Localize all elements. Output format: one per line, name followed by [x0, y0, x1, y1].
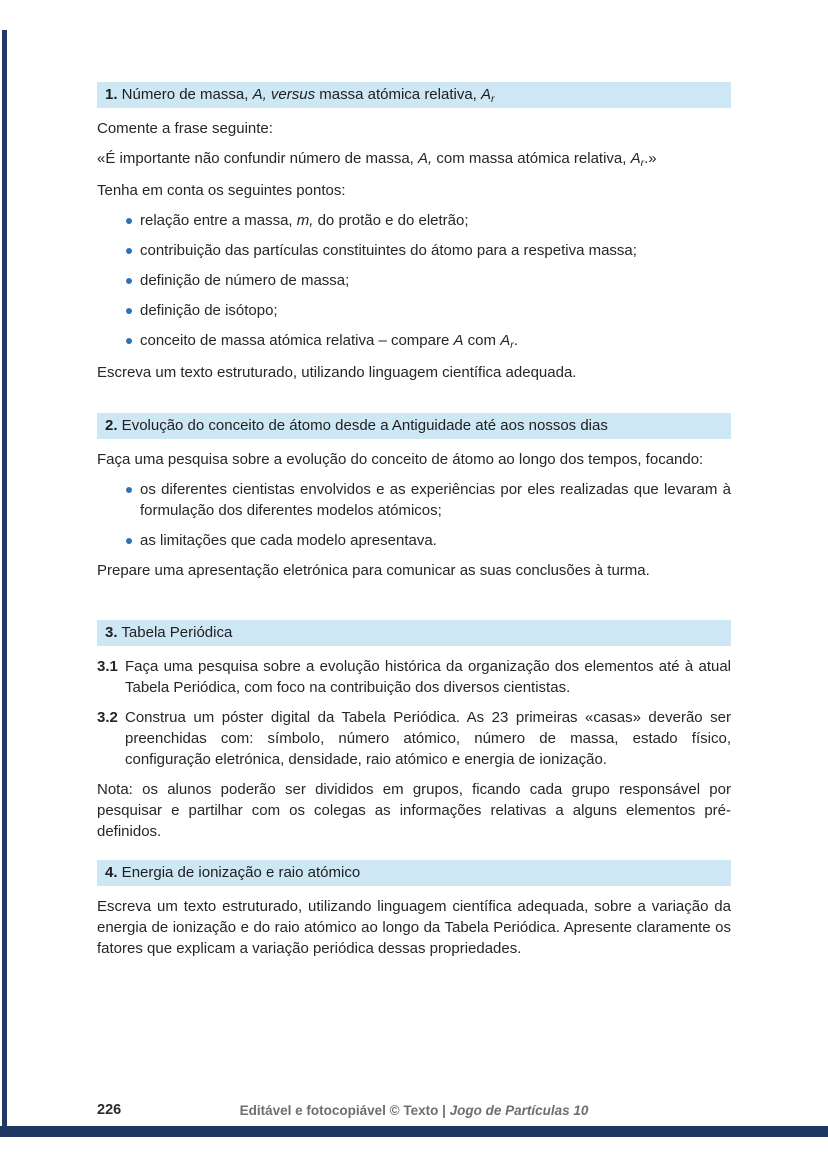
section-number: 1. — [105, 86, 118, 103]
s1-bullet-2: contribuição das partículas constituintes do átomo para a respetiva massa; — [97, 240, 731, 261]
s2-bullet-1: os diferentes cientistas envolvidos e as experiências por eles realizadas que levaram à formulação dos diferentes modelos atómicos; — [97, 479, 731, 521]
s1-closing: Escreva um texto estruturado, utilizando linguagem científica adequada. — [97, 364, 577, 381]
page-left-rule — [2, 30, 7, 1137]
s3-note: Nota: os alunos poderão ser divididos em grupos, ficando cada grupo responsável por pesquisar e partilhar com os colegas as informações relativas a alguns elementos pré-definidos. — [97, 781, 731, 840]
s1-bullet-3: definição de número de massa; — [97, 270, 731, 291]
s4-paragraph: Escreva um texto estruturado, utilizando linguagem científica adequada, sobre a variação da energia de ionização e do raio atómico ao longo da Tabela Periódica. Apresente claramente os fatores que explicam a variação periódica dessas propriedades. — [97, 898, 731, 957]
s1-bullet-4: definição de isótopo; — [97, 300, 731, 321]
s1-quote: «É importante não confundir número de massa, A, com massa atómica relativa, $A_r$.» — [97, 150, 657, 169]
section-3 — [97, 620, 731, 851]
section-4 — [97, 860, 731, 968]
book-title: Jogo de Partículas 10 — [449, 1103, 589, 1118]
page-footer — [0, 1100, 828, 1121]
s1-bullet-list — [97, 210, 731, 353]
section-1-header: 1. Número de massa, A, versus massa atómica relativa, $A_r$ — [97, 82, 731, 108]
s2-intro: Faça uma pesquisa sobre a evolução do conceito de átomo ao longo dos tempos, focando: — [97, 451, 704, 468]
section-number: 3. — [105, 624, 118, 641]
s2-bullet-list — [97, 479, 731, 551]
s1-intro: Comente a frase seguinte: — [97, 120, 273, 137]
section-3-header: 3. Tabela Periódica — [97, 620, 731, 646]
section-1 — [97, 82, 731, 392]
page-bottom-rule — [0, 1126, 828, 1137]
s1-bullet-5: conceito de massa atómica relativa – compare A com $A_r$. — [97, 330, 731, 353]
s3-item-3-2: 3.2 Construa um póster digital da Tabela Periódica. As 23 primeiras «casas» deverão ser preenchidas com: símbolo, número atómico, número de massa, estado físico, configuração eletrónica, densidade, raio atómico e energia de ionização. — [97, 709, 731, 768]
s2-closing: Prepare uma apresentação eletrónica para comunicar as suas conclusões à turma. — [97, 562, 650, 579]
item-number: 3.1 — [97, 658, 118, 675]
section-2 — [97, 413, 731, 590]
section-2-header: 2. Evolução do conceito de átomo desde a Antiguidade até aos nossos dias — [97, 413, 731, 439]
s1-points-intro: Tenha em conta os seguintes pontos: — [97, 182, 346, 199]
section-number: 4. — [105, 864, 118, 881]
page-number: 226 — [97, 1102, 122, 1118]
s3-item-3-1: 3.1 Faça uma pesquisa sobre a evolução histórica da organização dos elementos até à atual Tabela Periódica, com foco na contribuição dos diversos cientistas. — [97, 658, 731, 696]
s1-bullet-1: relação entre a massa, m, do protão e do eletrão; — [97, 210, 731, 231]
section-number: 2. — [105, 417, 118, 434]
footer-credit: Editável e fotocopiável © Texto | Jogo de Partículas 10 — [239, 1103, 589, 1118]
section-4-header: 4. Energia de ionização e raio atómico — [97, 860, 731, 886]
item-number: 3.2 — [97, 709, 118, 726]
s2-bullet-2: as limitações que cada modelo apresentava. — [97, 530, 731, 551]
